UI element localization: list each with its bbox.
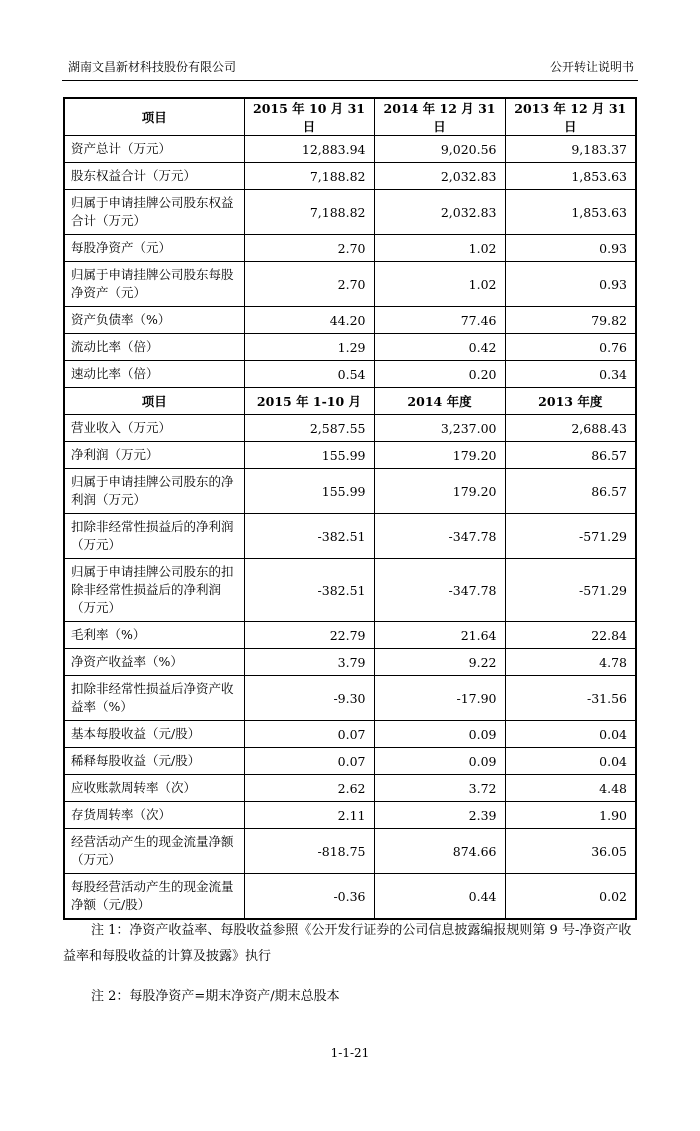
header-period: 2015 年 10 月 31 日 (244, 98, 374, 136)
header-item: 项目 (64, 388, 244, 415)
row-label: 基本每股收益（元/股） (64, 721, 244, 748)
value-cell: 0.54 (244, 361, 374, 388)
value-cell: 0.20 (374, 361, 505, 388)
header-period: 2015 年 1-10 月 (244, 388, 374, 415)
value-cell: 21.64 (374, 622, 505, 649)
value-cell: -571.29 (505, 559, 636, 622)
value-cell: 0.93 (505, 235, 636, 262)
row-label: 存货周转率（次） (64, 802, 244, 829)
row-label: 资产负债率（%） (64, 307, 244, 334)
value-cell: 2,032.83 (374, 163, 505, 190)
financial-indicators-table (63, 97, 637, 920)
value-cell: 7,188.82 (244, 190, 374, 235)
row-label: 净资产收益率（%） (64, 649, 244, 676)
value-cell: 9,183.37 (505, 136, 636, 163)
value-cell: -31.56 (505, 676, 636, 721)
value-cell: 86.57 (505, 442, 636, 469)
table-row (64, 262, 636, 307)
table-row (64, 469, 636, 514)
table-header-row (64, 98, 636, 136)
value-cell: 2.62 (244, 775, 374, 802)
value-cell: -347.78 (374, 514, 505, 559)
value-cell: 12,883.94 (244, 136, 374, 163)
value-cell: -0.36 (244, 874, 374, 920)
value-cell: 1,853.63 (505, 163, 636, 190)
table-row (64, 676, 636, 721)
row-label: 归属于申请挂牌公司股东权益合计（万元） (64, 190, 244, 235)
row-label: 归属于申请挂牌公司股东的净利润（万元） (64, 469, 244, 514)
value-cell: 22.84 (505, 622, 636, 649)
value-cell: 155.99 (244, 442, 374, 469)
value-cell: 36.05 (505, 829, 636, 874)
value-cell: -17.90 (374, 676, 505, 721)
value-cell: -9.30 (244, 676, 374, 721)
value-cell: 2.70 (244, 262, 374, 307)
header-period: 2013 年 12 月 31 日 (505, 98, 636, 136)
value-cell: 0.07 (244, 748, 374, 775)
table-row (64, 307, 636, 334)
value-cell: 1.90 (505, 802, 636, 829)
header-item: 项目 (64, 98, 244, 136)
header-period: 2014 年 12 月 31 日 (374, 98, 505, 136)
table-row (64, 136, 636, 163)
table-row (64, 235, 636, 262)
value-cell: 9.22 (374, 649, 505, 676)
value-cell: 874.66 (374, 829, 505, 874)
value-cell: 7,188.82 (244, 163, 374, 190)
value-cell: 4.78 (505, 649, 636, 676)
table-row (64, 415, 636, 442)
document-title: 公开转让说明书 (549, 60, 634, 74)
value-cell: 2.11 (244, 802, 374, 829)
value-cell: 2,032.83 (374, 190, 505, 235)
table-row (64, 721, 636, 748)
table-row (64, 829, 636, 874)
value-cell: 0.93 (505, 262, 636, 307)
value-cell: -382.51 (244, 514, 374, 559)
value-cell: 86.57 (505, 469, 636, 514)
value-cell: 44.20 (244, 307, 374, 334)
table-row (64, 775, 636, 802)
value-cell: 0.04 (505, 721, 636, 748)
header-period: 2013 年度 (505, 388, 636, 415)
company-name: 湖南文昌新材科技股份有限公司 (68, 60, 237, 74)
value-cell: 0.07 (244, 721, 374, 748)
page-number: 1-1-21 (330, 1046, 370, 1060)
value-cell: 1.02 (374, 262, 505, 307)
value-cell: 0.09 (374, 748, 505, 775)
value-cell: 179.20 (374, 442, 505, 469)
table-row (64, 514, 636, 559)
row-label: 稀释每股收益（元/股） (64, 748, 244, 775)
table-row (64, 442, 636, 469)
row-label: 毛利率（%） (64, 622, 244, 649)
page-header (62, 52, 638, 81)
table-row (64, 190, 636, 235)
row-label: 营业收入（万元） (64, 415, 244, 442)
value-cell: 1.02 (374, 235, 505, 262)
value-cell: 3,237.00 (374, 415, 505, 442)
row-label: 速动比率（倍） (64, 361, 244, 388)
row-label: 扣除非经常性损益后净资产收益率（%） (64, 676, 244, 721)
value-cell: 0.44 (374, 874, 505, 920)
value-cell: 2,587.55 (244, 415, 374, 442)
value-cell: -818.75 (244, 829, 374, 874)
row-label: 流动比率（倍） (64, 334, 244, 361)
value-cell: 4.48 (505, 775, 636, 802)
value-cell: -571.29 (505, 514, 636, 559)
table-row (64, 748, 636, 775)
header-period: 2014 年度 (374, 388, 505, 415)
value-cell: 2.39 (374, 802, 505, 829)
row-label: 经营活动产生的现金流量净额（万元） (64, 829, 244, 874)
value-cell: 155.99 (244, 469, 374, 514)
table-row (64, 163, 636, 190)
value-cell: 1.29 (244, 334, 374, 361)
value-cell: 0.34 (505, 361, 636, 388)
note-2: 注 2：每股净资产=期末净资产/期末总股本 (91, 989, 340, 1004)
table-row (64, 802, 636, 829)
table-header-row (64, 388, 636, 415)
row-label: 扣除非经常性损益后的净利润（万元） (64, 514, 244, 559)
value-cell: 3.79 (244, 649, 374, 676)
value-cell: 0.09 (374, 721, 505, 748)
value-cell: 79.82 (505, 307, 636, 334)
table-row (64, 334, 636, 361)
value-cell: 0.04 (505, 748, 636, 775)
row-label: 股东权益合计（万元） (64, 163, 244, 190)
row-label: 每股经营活动产生的现金流量净额（元/股） (64, 874, 244, 920)
note-1: 注 1：净资产收益率、每股收益参照《公开发行证券的公司信息披露编报规则第 9 号-净资产收益率和每股收益的计算及披露》执行 (63, 923, 632, 964)
value-cell: 0.76 (505, 334, 636, 361)
row-label: 归属于申请挂牌公司股东每股净资产（元） (64, 262, 244, 307)
row-label: 净利润（万元） (64, 442, 244, 469)
value-cell: -382.51 (244, 559, 374, 622)
value-cell: 2.70 (244, 235, 374, 262)
table-row (64, 361, 636, 388)
value-cell: 22.79 (244, 622, 374, 649)
value-cell: 1,853.63 (505, 190, 636, 235)
table-row (64, 622, 636, 649)
value-cell: 77.46 (374, 307, 505, 334)
table-row (64, 649, 636, 676)
row-label: 资产总计（万元） (64, 136, 244, 163)
value-cell: 3.72 (374, 775, 505, 802)
value-cell: 9,020.56 (374, 136, 505, 163)
row-label: 应收账款周转率（次） (64, 775, 244, 802)
table-row (64, 874, 636, 920)
value-cell: 0.02 (505, 874, 636, 920)
row-label: 每股净资产（元） (64, 235, 244, 262)
value-cell: 2,688.43 (505, 415, 636, 442)
value-cell: 0.42 (374, 334, 505, 361)
row-label: 归属于申请挂牌公司股东的扣除非经常性损益后的净利润（万元） (64, 559, 244, 622)
value-cell: 179.20 (374, 469, 505, 514)
table-row (64, 559, 636, 622)
value-cell: -347.78 (374, 559, 505, 622)
